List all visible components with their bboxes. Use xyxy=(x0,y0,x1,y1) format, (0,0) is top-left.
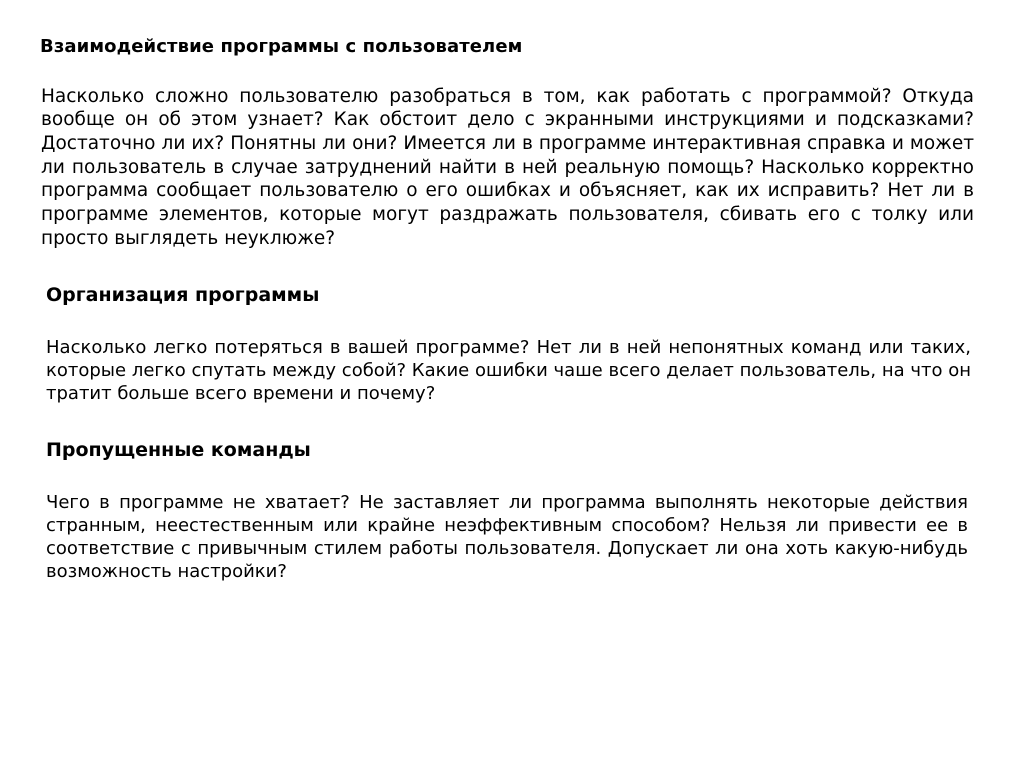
section-body-missing-commands xyxy=(40,491,984,583)
intro-block xyxy=(40,85,984,251)
intro-paragraph: Насколько сложно пользователю разобраться в том, как работать с программой? Откуда вообще он об этом узнает? Как обстоит дело с экранными инструкциями и подсказками? Достаточно ли их? Понятны ли они? Имеется ли в программе интерактивная справка и может ли пользователь в случае затруднений найти в ней реальную помощь? Насколько корректно программа сообщает пользователю о его ошибках и объясняет, как их исправить? Нет ли в программе элементов, которые могут раздражать пользователя, сбивать его с толку или просто выглядеть неуклюже? xyxy=(41,85,974,249)
section-heading-missing-commands xyxy=(40,439,984,463)
section-heading-organization xyxy=(40,284,984,308)
section-paragraph: Насколько легко потеряться в вашей программе? Нет ли в ней непонятных команд или таких, которые легко спутать между собой? Какие ошибки чаше всего делает пользователь, на что он тратит больше всего времени и почему? xyxy=(46,336,971,405)
section-paragraph: Чего в программе не хватает? Не заставляет ли программа выполнять некоторые действия странным, неестественным или крайне неэффективным способом? Нельзя ли привести ее в соответствие с привычным стилем работы пользователя. Допускает ли она хоть какую-нибудь возможность настройки? xyxy=(46,491,968,582)
section-heading-text: Пропущенные команды xyxy=(46,439,311,462)
section-body-organization xyxy=(40,336,984,405)
page-title: Взаимодействие программы с пользователем xyxy=(40,36,523,57)
section-heading-text: Организация программы xyxy=(46,284,320,307)
